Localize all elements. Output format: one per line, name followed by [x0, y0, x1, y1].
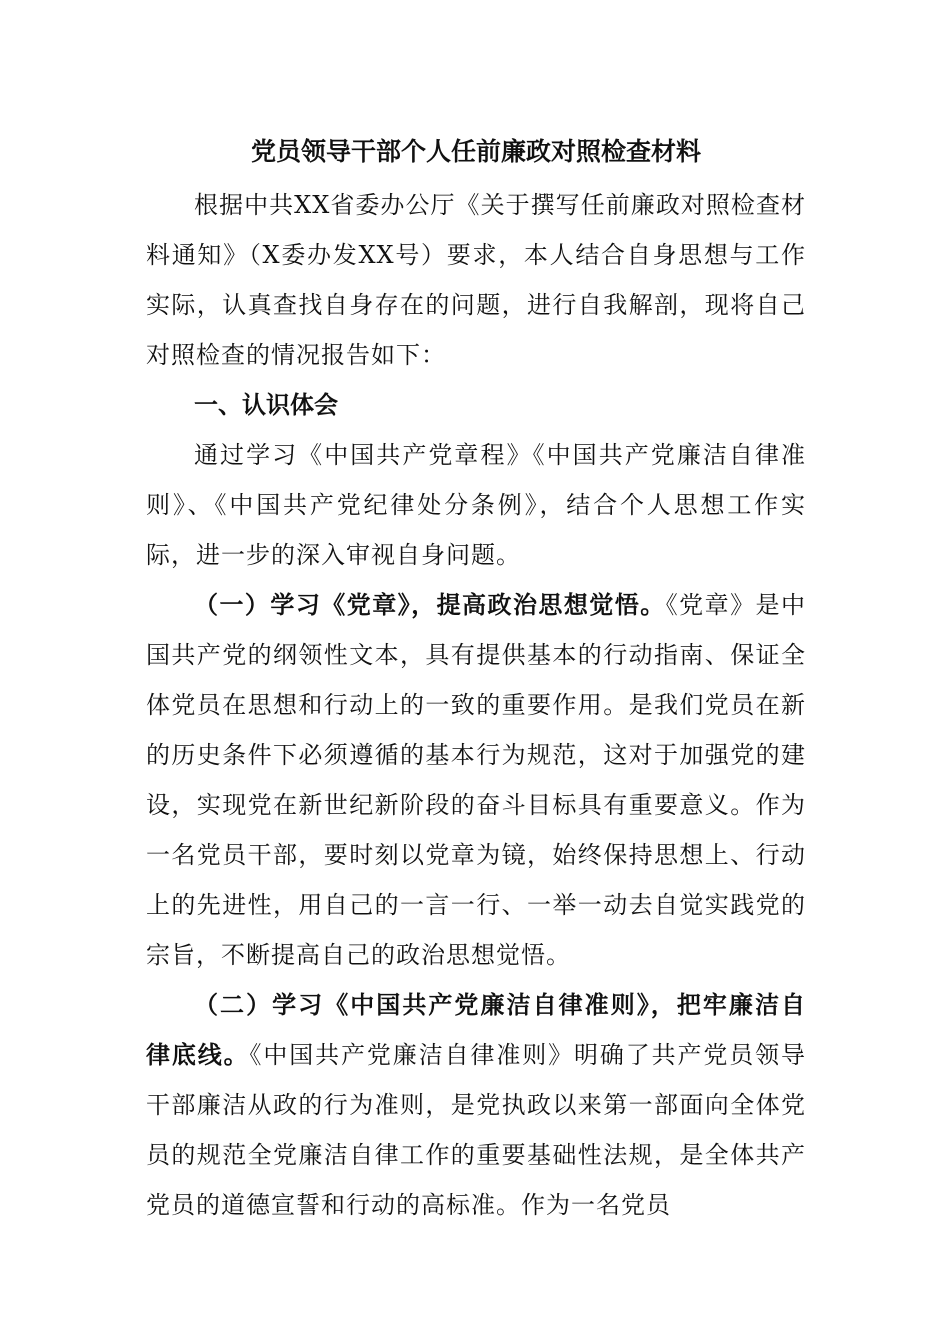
item-2-lead: （二）学习《中国共产党廉洁自律准则》，把牢廉洁自律底线。 [146, 991, 806, 1069]
item-1-lead: （一）学习《党章》，提高政治思想觉悟。 [194, 591, 666, 619]
section-1-paragraph: 通过学习《中国共产党章程》《中国共产党廉洁自律准则》、《中国共产党纪律处分条例》，结合个人思想工作实际，进一步的深入审视自身问题。 [146, 441, 806, 569]
document-title: 党员领导干部个人任前廉政对照检查材料 [250, 137, 701, 166]
intro-paragraph: 根据中共XX省委办公厅《关于撰写任前廉政对照检查材料通知》（X委办发XX号）要求，本人结合自身思想与工作实际，认真查找自身存在的问题，进行自我解剖，现将自己对照检查的情况报告如下： [146, 191, 806, 369]
section-heading-1: 一、认识体会 [194, 391, 338, 419]
item-1-body: 《党章》是中国共产党的纲领性文本，具有提供基本的行动指南、保证全体党员在思想和行动上的一致的重要作用。是我们党员在新的历史条件下必须遵循的基本行为规范，这对于加强党的建设，实现党在新世纪新阶段的奋斗目标具有重要意义。作为一名党员干部，要时刻以党章为镜，始终保持思想上、行动上的先进性，用自己的一言一行、一举一动去自觉实践党的宗旨，不断提高自己的政治思想觉悟。 [146, 591, 807, 969]
item-2-paragraph [146, 980, 806, 1230]
item-2-body: 《中国共产党廉洁自律准则》明确了共产党员领导干部廉洁从政的行为准则，是党执政以来第一部面向全体党员的规范全党廉洁自律工作的重要基础性法规，是全体共产党员的道德宣誓和行动的高标准。作为一名党员 [146, 1041, 807, 1219]
item-1-paragraph [146, 580, 806, 980]
